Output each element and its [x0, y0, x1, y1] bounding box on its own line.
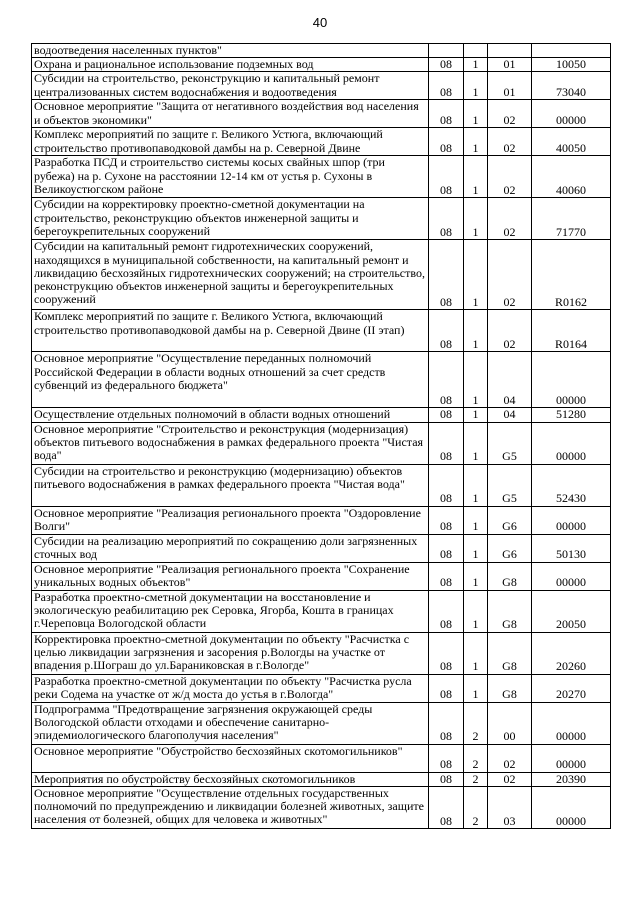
table-row — [32, 464, 611, 506]
table-row — [32, 702, 611, 744]
subprogram-code: 1 — [464, 422, 488, 464]
chapter-code: 08 — [429, 198, 464, 240]
table-row — [32, 744, 611, 772]
row-description: Разработка проектно-сметной документации по объекту "Расчистка русла реки Содема на участке от ж/д моста до устья в г.Вологда" — [32, 674, 429, 702]
table-row — [32, 674, 611, 702]
subprogram-code: 1 — [464, 72, 488, 100]
activity-code: 02 — [488, 128, 532, 156]
row-description: Разработка проектно-сметной документации на восстановление и экологическую реабилитацию рек Серовка, Ягорба, Кошта в границах г.Череповца Вологодской области — [32, 590, 429, 632]
row-description: Основное мероприятие "Обустройство бесхозяйных скотомогильников" — [32, 744, 429, 772]
table-row — [32, 58, 611, 72]
subprogram-code: 1 — [464, 100, 488, 128]
row-description: Субсидии на капитальный ремонт гидротехнических сооружений, находящихся в муниципальной собственности, на капитальный ремонт и ликвидацию бесхозяйных гидротехнических сооружений; на строительство, реконструкцию объектов инженерной защиты и берегоукрепительных сооружений — [32, 240, 429, 310]
subprogram-code: 1 — [464, 240, 488, 310]
chapter-code: 08 — [429, 632, 464, 674]
subprogram-code: 2 — [464, 702, 488, 744]
table-row — [32, 786, 611, 828]
row-description: Субсидии на корректировку проектно-сметной документации на строительство, реконструкцию объектов инженерной защиты и берегоукрепительных сооружений — [32, 198, 429, 240]
row-description: Корректировка проектно-сметной документации по объекту "Расчистка с целью ликвидации загрязнения и засорения р.Вологды на участке от впадения р.Шограш до ул.Бараниковская в г.Вологде" — [32, 632, 429, 674]
row-description: Комплекс мероприятий по защите г. Великого Устюга, включающий строительство противопаводковой дамбы на р. Северной Двине — [32, 128, 429, 156]
direction-code: 73040 — [532, 72, 611, 100]
activity-code: G5 — [488, 464, 532, 506]
subprogram-code: 1 — [464, 674, 488, 702]
activity-code: 01 — [488, 72, 532, 100]
chapter-code: 08 — [429, 590, 464, 632]
row-description: Основное мероприятие "Осуществление отдельных государственных полномочий по предупреждению и ликвидации болезней животных, защите населения от болезней, общих для человека и животных" — [32, 786, 429, 828]
chapter-code — [429, 44, 464, 58]
subprogram-code: 1 — [464, 156, 488, 198]
table-row — [32, 562, 611, 590]
subprogram-code: 1 — [464, 464, 488, 506]
table-row — [32, 240, 611, 310]
activity-code: 02 — [488, 310, 532, 352]
table-row — [32, 534, 611, 562]
table-row — [32, 632, 611, 674]
chapter-code: 08 — [429, 674, 464, 702]
activity-code: G8 — [488, 590, 532, 632]
chapter-code: 08 — [429, 562, 464, 590]
subprogram-code: 1 — [464, 408, 488, 422]
table-row — [32, 590, 611, 632]
subprogram-code: 1 — [464, 632, 488, 674]
row-description: Мероприятия по обустройству бесхозяйных скотомогильников — [32, 772, 429, 786]
direction-code: 00000 — [532, 100, 611, 128]
direction-code: 10050 — [532, 58, 611, 72]
row-description: Основное мероприятие "Защита от негативного воздействия вод населения и объектов экономики" — [32, 100, 429, 128]
subprogram-code: 1 — [464, 352, 488, 408]
row-description: Основное мероприятие "Осуществление переданных полномочий Российской Федерации в области водных отношений за счет средств субвенций из федерального бюджета" — [32, 352, 429, 408]
row-description: Охрана и рациональное использование подземных вод — [32, 58, 429, 72]
table-row — [32, 408, 611, 422]
subprogram-code: 2 — [464, 772, 488, 786]
budget-classification-table — [31, 43, 611, 829]
table-row — [32, 422, 611, 464]
activity-code: 04 — [488, 352, 532, 408]
row-description: Субсидии на реализацию мероприятий по сокращению доли загрязненных сточных вод — [32, 534, 429, 562]
table-row — [32, 156, 611, 198]
table-row — [32, 772, 611, 786]
table-row — [32, 352, 611, 408]
table-row — [32, 128, 611, 156]
table-row — [32, 100, 611, 128]
activity-code: G8 — [488, 632, 532, 674]
chapter-code: 08 — [429, 156, 464, 198]
row-description: Субсидии на строительство и реконструкцию (модернизацию) объектов питьевого водоснабжения в рамках федерального проекта "Чистая вода" — [32, 464, 429, 506]
direction-code: 00000 — [532, 352, 611, 408]
direction-code: R0164 — [532, 310, 611, 352]
activity-code: 02 — [488, 744, 532, 772]
chapter-code: 08 — [429, 464, 464, 506]
chapter-code: 08 — [429, 702, 464, 744]
subprogram-code: 1 — [464, 58, 488, 72]
direction-code: 40060 — [532, 156, 611, 198]
subprogram-code — [464, 44, 488, 58]
table-row — [32, 310, 611, 352]
activity-code: 03 — [488, 786, 532, 828]
activity-code: 04 — [488, 408, 532, 422]
chapter-code: 08 — [429, 422, 464, 464]
direction-code: 00000 — [532, 744, 611, 772]
chapter-code: 08 — [429, 72, 464, 100]
activity-code: 02 — [488, 772, 532, 786]
row-description: Основное мероприятие "Строительство и реконструкция (модернизация) объектов питьевого водоснабжения в рамках федерального проекта "Чистая вода" — [32, 422, 429, 464]
direction-code: 52430 — [532, 464, 611, 506]
chapter-code: 08 — [429, 772, 464, 786]
chapter-code: 08 — [429, 534, 464, 562]
direction-code: 00000 — [532, 562, 611, 590]
direction-code: 20260 — [532, 632, 611, 674]
direction-code: 00000 — [532, 506, 611, 534]
activity-code: 01 — [488, 58, 532, 72]
activity-code: 00 — [488, 702, 532, 744]
table-row — [32, 506, 611, 534]
subprogram-code: 1 — [464, 562, 488, 590]
activity-code: G8 — [488, 674, 532, 702]
direction-code: 20270 — [532, 674, 611, 702]
activity-code: G6 — [488, 506, 532, 534]
row-description: Разработка ПСД и строительство системы косых свайных шпор (три рубежа) на р. Сухоне на расстоянии 12-14 км от устья р. Сухоны в Великоустюгском районе — [32, 156, 429, 198]
chapter-code: 08 — [429, 310, 464, 352]
activity-code: 02 — [488, 198, 532, 240]
activity-code: G5 — [488, 422, 532, 464]
row-description: Подпрограмма "Предотвращение загрязнения окружающей среды Вологодской области отходами и обеспечение санитарно-эпидемиологического благополучия населения" — [32, 702, 429, 744]
subprogram-code: 1 — [464, 534, 488, 562]
chapter-code: 08 — [429, 408, 464, 422]
direction-code — [532, 44, 611, 58]
activity-code — [488, 44, 532, 58]
row-description: водоотведения населенных пунктов" — [32, 44, 429, 58]
subprogram-code: 1 — [464, 198, 488, 240]
direction-code: 20050 — [532, 590, 611, 632]
chapter-code: 08 — [429, 786, 464, 828]
activity-code: G6 — [488, 534, 532, 562]
activity-code: 02 — [488, 156, 532, 198]
row-description: Осуществление отдельных полномочий в области водных отношений — [32, 408, 429, 422]
direction-code: 51280 — [532, 408, 611, 422]
row-description: Комплекс мероприятий по защите г. Великого Устюга, включающий строительство противопаводковой дамбы на р. Северной Двине (II этап) — [32, 310, 429, 352]
chapter-code: 08 — [429, 744, 464, 772]
chapter-code: 08 — [429, 352, 464, 408]
subprogram-code: 1 — [464, 590, 488, 632]
chapter-code: 08 — [429, 240, 464, 310]
chapter-code: 08 — [429, 58, 464, 72]
subprogram-code: 2 — [464, 744, 488, 772]
row-description: Основное мероприятие "Реализация регионального проекта "Сохранение уникальных водных объектов" — [32, 562, 429, 590]
chapter-code: 08 — [429, 128, 464, 156]
table-row — [32, 72, 611, 100]
direction-code: 40050 — [532, 128, 611, 156]
page-number: 40 — [312, 15, 328, 30]
direction-code: 00000 — [532, 702, 611, 744]
activity-code: 02 — [488, 100, 532, 128]
row-description: Субсидии на строительство, реконструкцию и капитальный ремонт централизованных систем водоснабжения и водоотведения — [32, 72, 429, 100]
direction-code: 20390 — [532, 772, 611, 786]
subprogram-code: 2 — [464, 786, 488, 828]
direction-code: 00000 — [532, 786, 611, 828]
direction-code: 50130 — [532, 534, 611, 562]
direction-code: 71770 — [532, 198, 611, 240]
activity-code: G8 — [488, 562, 532, 590]
chapter-code: 08 — [429, 100, 464, 128]
row-description: Основное мероприятие "Реализация регионального проекта "Оздоровление Волги" — [32, 506, 429, 534]
subprogram-code: 1 — [464, 506, 488, 534]
activity-code: 02 — [488, 240, 532, 310]
chapter-code: 08 — [429, 506, 464, 534]
table-row — [32, 44, 611, 58]
table-row — [32, 198, 611, 240]
direction-code: R0162 — [532, 240, 611, 310]
subprogram-code: 1 — [464, 310, 488, 352]
direction-code: 00000 — [532, 422, 611, 464]
subprogram-code: 1 — [464, 128, 488, 156]
